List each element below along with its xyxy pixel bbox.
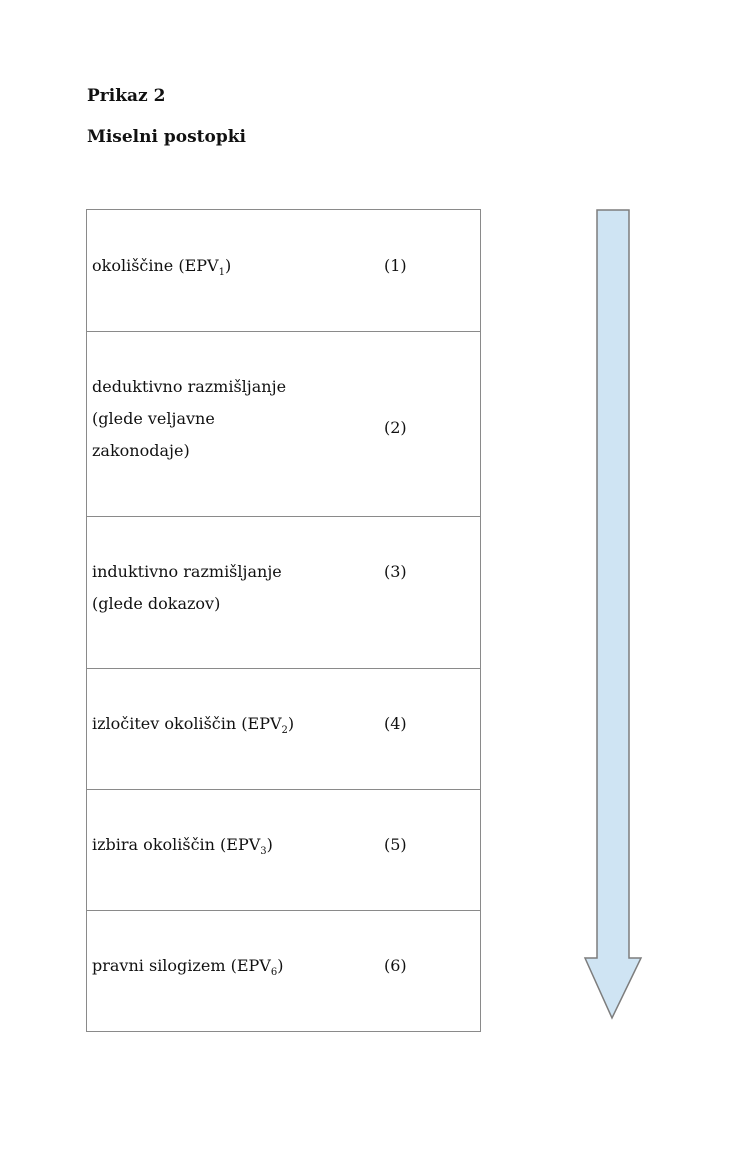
step-label-2-line-3: zakonodaje): [92, 441, 190, 460]
step-label-3-line-2: (glede dokazov): [92, 594, 221, 613]
step-label-6-close: ): [277, 956, 284, 975]
step-label-2-line-2: (glede veljavne: [92, 409, 215, 428]
step-number-2: (2): [384, 418, 407, 437]
step-label-4: [92, 708, 332, 743]
step-row-5: [87, 789, 480, 910]
steps-table: [86, 209, 481, 1032]
step-label-3: [92, 556, 332, 620]
step-number-6: (6): [384, 956, 407, 975]
step-label-5-text: izbira okoliščin (EPV: [92, 835, 261, 854]
step-label-5: [92, 829, 332, 864]
down-arrow-icon: [583, 209, 643, 1021]
step-label-1-subscript: 1: [218, 267, 225, 278]
step-label-6: [92, 950, 332, 985]
step-label-4-close: ): [287, 714, 295, 733]
diagram-title: Miselni postopki: [87, 127, 246, 147]
step-label-2: [92, 371, 332, 467]
step-label-6-text: pravni silogizem (EPV: [92, 956, 271, 975]
step-row-4: [87, 668, 480, 789]
step-number-3: (3): [384, 562, 407, 581]
step-label-4-subscript: 2: [281, 725, 288, 736]
exhibit-label: Prikaz 2: [87, 86, 166, 106]
step-label-2-line-1: deduktivno razmišljanje: [92, 377, 287, 396]
step-row-2: [87, 331, 480, 516]
step-label-4-text: izločitev okoliščin (EPV: [92, 714, 282, 733]
step-label-1-close: ): [224, 256, 232, 275]
step-label-1-text: okoliščine (EPV: [92, 256, 219, 275]
step-number-5: (5): [384, 835, 407, 854]
step-number-4: (4): [384, 714, 407, 733]
step-label-1: [92, 250, 332, 285]
flow-arrow-shape: [585, 210, 641, 1018]
step-label-6-subscript: 6: [270, 967, 278, 978]
step-label-5-close: ): [266, 835, 273, 854]
step-number-1: (1): [384, 256, 407, 275]
step-label-3-line-1: induktivno razmišljanje: [92, 562, 282, 581]
step-row-1: [87, 210, 480, 331]
step-label-5-subscript: 3: [260, 846, 267, 857]
step-row-6: [87, 910, 480, 1031]
step-row-3: [87, 516, 480, 668]
